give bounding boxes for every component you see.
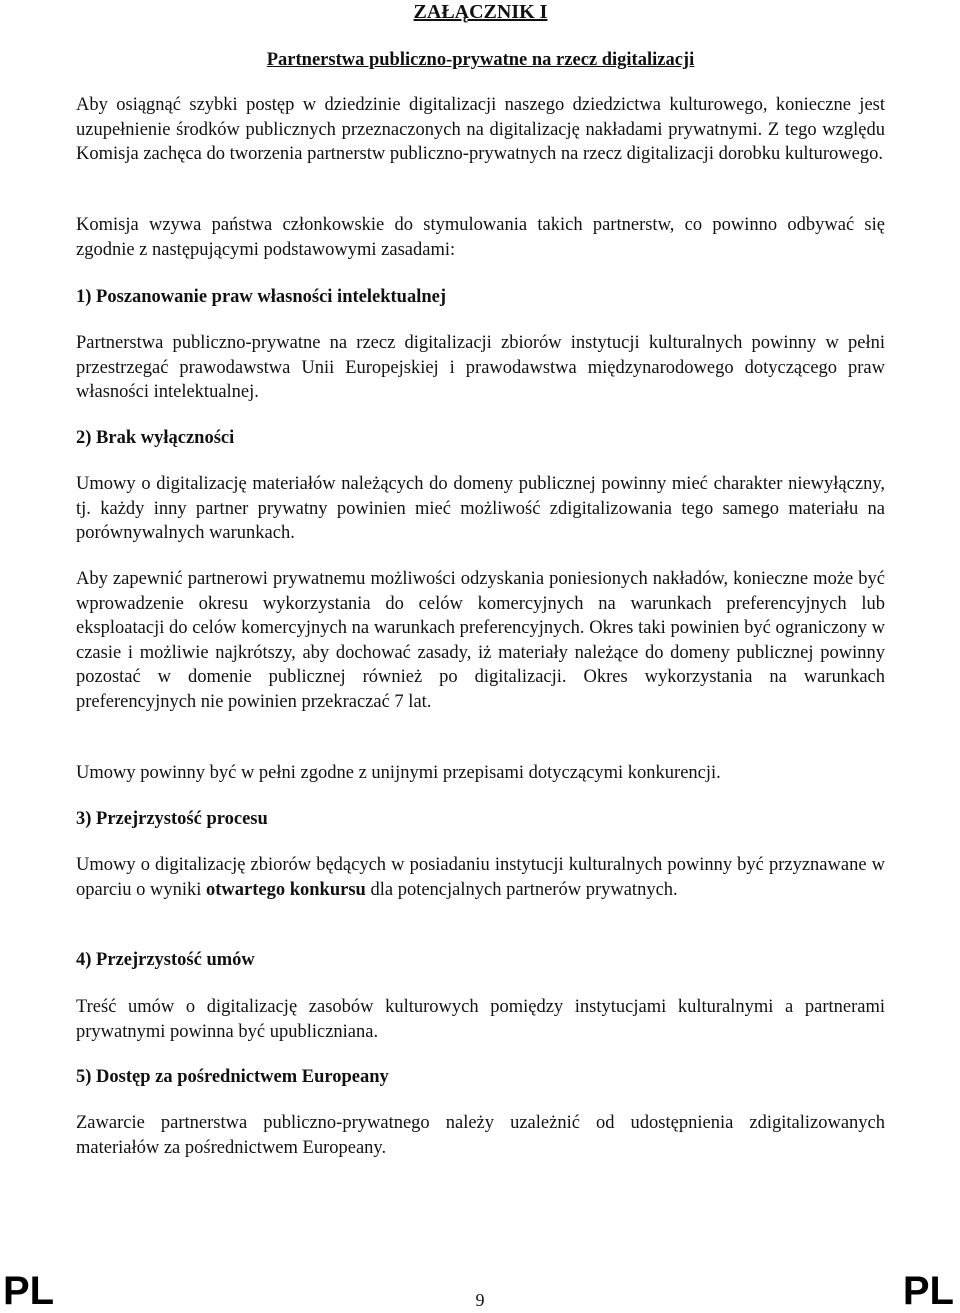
- annex-title: ZAŁĄCZNIK I: [413, 1, 548, 23]
- section-heading-2: 2) Brak wyłączności: [76, 428, 235, 448]
- footer-language-code-left: PL: [3, 1269, 55, 1313]
- section-heading-5: 5) Dostęp za pośrednictwem Europeany: [76, 1067, 389, 1087]
- document-title: Partnerstwa publiczno-prywatne na rzecz digitalizacji: [266, 50, 695, 70]
- intro-paragraph-1: Aby osiągnąć szybki postęp w dziedzinie digitalizacji naszego dziedzictwa kulturowego, konieczne jest uzupełnienie środków publicznych przeznaczonych na digitalizację nakładami prywatnymi. Z tego względu Komisja zachęca do tworzenia partnerstw publiczno-prywatnych na rzecz digitalizacji dorobku kulturowego.: [76, 95, 885, 165]
- section-5-paragraph-1: Zawarcie partnerstwa publiczno-prywatnego należy uzależnić od udostępnienia zdigitalizowanych materiałów za pośrednictwem Europeany.: [76, 1113, 885, 1158]
- section-2-paragraph-1: Umowy o digitalizację materiałów należących do domeny publicznej powinny mieć charakter niewyłączny, tj. każdy inny partner prywatny powinien mieć możliwość zdigitalizowania tego samego materiału na porównywalnych warunkach.: [76, 474, 885, 544]
- footer-language-code-right: PL: [902, 1269, 954, 1313]
- section-heading-1: 1) Poszanowanie praw własności intelektualnej: [76, 287, 446, 307]
- page-number: 9: [475, 1290, 485, 1310]
- section-heading-4: 4) Przejrzystość umów: [76, 950, 255, 970]
- section-2-paragraph-2: Aby zapewnić partnerowi prywatnemu możliwości odzyskania poniesionych nakładów, konieczne może być wprowadzenie okresu wykorzystania do celów komercyjnych na warunkach preferencyjnych lub eksploatacji do celów komercyjnych na warunkach preferencyjnych. Okres taki powinien być ograniczony w czasie i możliwie najkrótszy, aby dochować zasady, iż materiały należące do domeny publicznej powinny pozostać w domenie publicznej również po digitalizacji. Okres wykorzystania na warunkach preferencyjnych nie powinien przekraczać 7 lat.: [76, 569, 885, 712]
- section-3-text-bold: otwartego konkursu: [206, 879, 366, 900]
- section-heading-3: 3) Przejrzystość procesu: [76, 809, 268, 829]
- section-3-text-after: dla potencjalnych partnerów prywatnych.: [365, 879, 678, 900]
- section-3-paragraph-1: [76, 853, 885, 902]
- section-2-paragraph-3: Umowy powinny być w pełni zgodne z unijnymi przepisami dotyczącymi konkurencji.: [76, 763, 721, 783]
- section-4-paragraph-1: Treść umów o digitalizację zasobów kulturowych pomiędzy instytucjami kulturalnymi a partnerami prywatnymi powinna być upubliczniana.: [76, 997, 885, 1042]
- section-3-text-before: Umowy o digitalizację zbiorów będących w posiadaniu instytucji kulturalnych powinny być przyznawane w oparciu o wyniki: [76, 855, 885, 900]
- section-1-paragraph-1: Partnerstwa publiczno-prywatne na rzecz digitalizacji zbiorów instytucji kulturalnych powinny w pełni przestrzegać prawodawstwa Unii Europejskiej i prawodawstwa międzynarodowego dotyczącego praw własności intelektualnej.: [76, 333, 885, 403]
- intro-paragraph-2: Komisja wzywa państwa członkowskie do stymulowania takich partnerstw, co powinno odbywać się zgodnie z następującymi podstawowymi zasadami:: [76, 215, 885, 260]
